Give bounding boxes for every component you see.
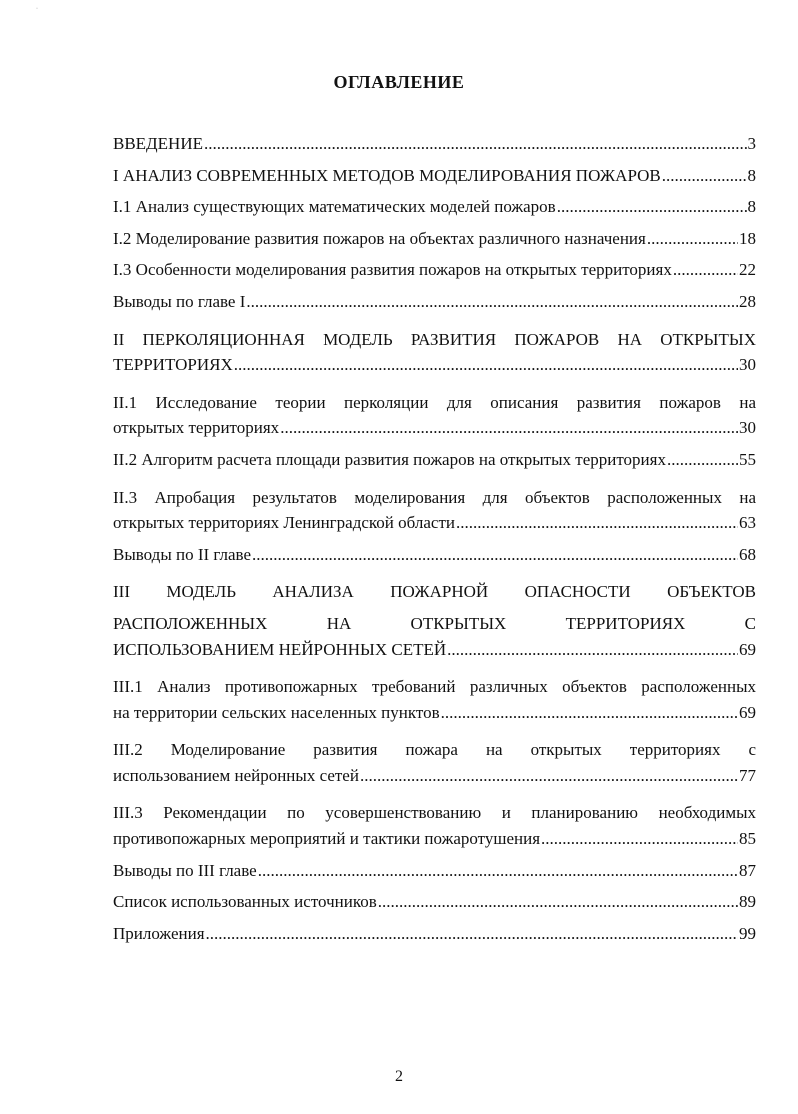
toc-entry-conclusions-2[interactable] [113, 545, 756, 577]
toc-page-number: 69 [739, 639, 756, 659]
toc-page-number: 3 [747, 134, 756, 153]
toc-entry-label: Выводы по II главе [113, 544, 252, 564]
toc-entry-label-line: III.3 Рекомендации по усовершенствованию и планированию необходимых [113, 803, 756, 823]
toc-entry-section-1-2[interactable] [113, 229, 756, 261]
toc-entry-label-line: III.2 Моделирование развития пожара на открытых территориях с [113, 740, 756, 760]
toc-entry-section-3-1[interactable] [113, 671, 756, 734]
toc-entry-label: ИСПОЛЬЗОВАНИЕМ НЕЙРОННЫХ СЕТЕЙ [113, 639, 447, 659]
toc-page-number: 68 [739, 544, 756, 564]
toc-entry-label-line: III МОДЕЛЬ АНАЛИЗА ПОЖАРНОЙ ОПАСНОСТИ ОБЪЕКТОВ [113, 582, 756, 602]
dot-leader [662, 166, 747, 186]
dot-leader [667, 450, 738, 470]
dot-leader [447, 640, 738, 660]
toc-entry-label: использованием нейронных сетей [113, 765, 359, 785]
toc-entry-label: противопожарных мероприятий и тактики пожаротушения [113, 829, 541, 849]
toc-entry-references[interactable] [113, 892, 756, 924]
toc-entry-label: открытых территориях [113, 418, 280, 438]
toc-entry-label: Выводы по главе I [113, 291, 246, 311]
table-of-contents [113, 134, 756, 955]
toc-page-number: 30 [739, 418, 756, 438]
dot-leader [252, 545, 738, 565]
toc-entry-label: Выводы по III главе [113, 860, 257, 880]
dot-leader [378, 892, 738, 912]
dot-leader [456, 513, 738, 533]
toc-entry-label: ВВЕДЕНИЕ [113, 134, 203, 153]
dot-leader [441, 703, 738, 723]
toc-entry-label: I.2 Моделирование развития пожаров на объектах различного назначения [113, 228, 646, 248]
toc-entry-label: Список использованных источников [113, 892, 377, 912]
toc-page-number: 85 [739, 829, 756, 849]
toc-entry-section-1-3[interactable] [113, 260, 756, 292]
dot-leader [541, 829, 738, 849]
toc-page-number: 55 [739, 449, 756, 469]
toc-entry-label-line: II.1 Исследование теории перколяции для описания развития пожаров на [113, 392, 756, 412]
toc-entry-section-1-1[interactable] [113, 197, 756, 229]
toc-entry-label: I.3 Особенности моделирования развития пожаров на открытых территориях [113, 260, 672, 280]
toc-page-number: 30 [739, 355, 756, 375]
toc-page-number: 99 [739, 923, 756, 943]
toc-page-number: 18 [739, 228, 756, 248]
toc-page-number: 22 [739, 260, 756, 280]
dot-leader [673, 260, 738, 280]
page-title: ОГЛАВЛЕНИЕ [333, 72, 465, 92]
dot-leader [204, 134, 747, 154]
dot-leader [647, 229, 738, 249]
toc-entry-label: Приложения [113, 923, 205, 943]
toc-entry-section-2-3[interactable] [113, 482, 756, 545]
toc-page-number: 77 [739, 765, 756, 785]
toc-entry-section-2-1[interactable] [113, 387, 756, 450]
dot-leader [557, 197, 747, 217]
dot-leader [234, 355, 738, 375]
toc-entry-section-3-3[interactable] [113, 797, 756, 860]
toc-entry-conclusions-1[interactable] [113, 292, 756, 324]
toc-entry-label-line: II.3 Апробация результатов моделирования для объектов расположенных на [113, 487, 756, 507]
toc-entry-chapter-1[interactable] [113, 166, 756, 198]
toc-entry-label: II.2 Алгоритм расчета площади развития пожаров на открытых территориях [113, 449, 666, 469]
toc-page-number: 28 [739, 291, 756, 311]
toc-page-number: 87 [739, 860, 756, 880]
toc-entry-label-line: РАСПОЛОЖЕННЫХ НА ОТКРЫТЫХ ТЕРРИТОРИЯХ С [113, 613, 756, 633]
toc-entry-appendices[interactable] [113, 924, 756, 956]
toc-entry-chapter-2[interactable] [113, 324, 756, 387]
page-number: 2 [395, 1068, 403, 1085]
toc-page-number: 8 [747, 165, 756, 185]
toc-page-number: 69 [739, 702, 756, 722]
toc-entry-conclusions-3[interactable] [113, 861, 756, 893]
toc-entry-chapter-3[interactable] [113, 576, 756, 671]
scan-mark: · [36, 6, 38, 12]
toc-entry-section-3-2[interactable] [113, 734, 756, 797]
toc-entry-section-2-2[interactable] [113, 450, 756, 482]
toc-entry-label: I.1 Анализ существующих математических моделей пожаров [113, 197, 556, 217]
toc-page-number: 89 [739, 892, 756, 912]
toc-entry-label: открытых территориях Ленинградской области [113, 513, 455, 533]
toc-entry-label: ТЕРРИТОРИЯХ [113, 355, 233, 375]
toc-entry-label-line: III.1 Анализ противопожарных требований различных объектов расположенных [113, 677, 756, 697]
dot-leader [360, 766, 738, 786]
toc-entry-label: I АНАЛИЗ СОВРЕМЕННЫХ МЕТОДОВ МОДЕЛИРОВАНИЯ ПОЖАРОВ [113, 165, 661, 185]
toc-entry-intro[interactable] [113, 134, 756, 166]
toc-entry-label: на территории сельских населенных пунктов [113, 702, 440, 722]
dot-leader [258, 861, 738, 881]
dot-leader [206, 924, 738, 944]
toc-page-number: 63 [739, 513, 756, 533]
dot-leader [280, 418, 738, 438]
dot-leader [246, 292, 738, 312]
toc-entry-label-line: II ПЕРКОЛЯЦИОННАЯ МОДЕЛЬ РАЗВИТИЯ ПОЖАРОВ НА ОТКРЫТЫХ [113, 329, 756, 349]
toc-page-number: 8 [747, 197, 756, 217]
